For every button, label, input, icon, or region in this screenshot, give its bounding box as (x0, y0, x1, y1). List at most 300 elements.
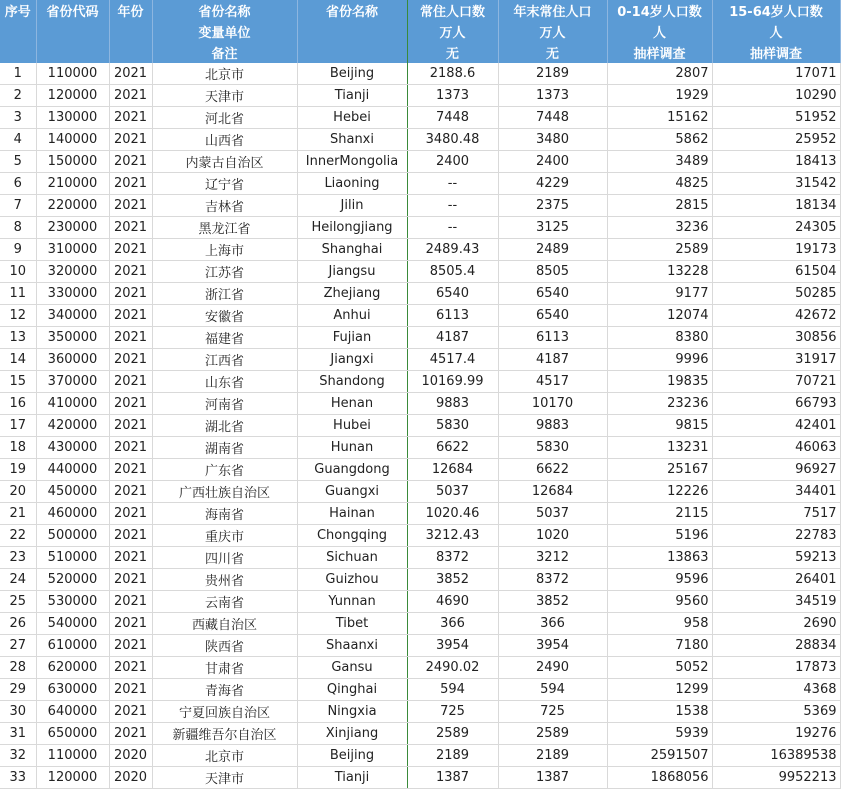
year-cell[interactable]: 2021 (109, 569, 152, 591)
seq-cell[interactable]: 20 (0, 481, 36, 503)
province-name-cell[interactable]: 辽宁省 (152, 173, 297, 195)
seq-cell[interactable]: 27 (0, 635, 36, 657)
province-name-en-cell[interactable]: Shanxi (297, 129, 407, 151)
province-name-en-cell[interactable]: Shaanxi (297, 635, 407, 657)
yearend-pop-cell[interactable]: 2490 (498, 657, 607, 679)
age15-64-cell[interactable]: 16389538 (712, 745, 840, 767)
province-code-cell[interactable]: 110000 (36, 63, 109, 85)
province-name-cell[interactable]: 湖北省 (152, 415, 297, 437)
header-cell-col-seq[interactable]: 序号 (0, 0, 36, 21)
table-row[interactable] (0, 437, 840, 459)
province-code-cell[interactable]: 110000 (36, 745, 109, 767)
yearend-pop-cell[interactable]: 5830 (498, 437, 607, 459)
table-row[interactable] (0, 657, 840, 679)
header-cell-col-yearend-pop[interactable]: 万人 (498, 21, 607, 42)
age0-14-cell[interactable]: 5052 (607, 657, 712, 679)
province-name-en-cell[interactable]: Anhui (297, 305, 407, 327)
table-row[interactable] (0, 459, 840, 481)
province-code-cell[interactable]: 120000 (36, 767, 109, 789)
province-code-cell[interactable]: 340000 (36, 305, 109, 327)
age15-64-cell[interactable]: 61504 (712, 261, 840, 283)
year-cell[interactable]: 2021 (109, 613, 152, 635)
resident-pop-cell[interactable]: 4517.4 (407, 349, 498, 371)
yearend-pop-cell[interactable]: 2589 (498, 723, 607, 745)
resident-pop-cell[interactable]: 8505.4 (407, 261, 498, 283)
header-cell-col-province-name[interactable]: 省份名称 (152, 0, 297, 21)
age0-14-cell[interactable]: 9996 (607, 349, 712, 371)
age15-64-cell[interactable]: 19173 (712, 239, 840, 261)
year-cell[interactable]: 2021 (109, 393, 152, 415)
seq-cell[interactable]: 19 (0, 459, 36, 481)
year-cell[interactable]: 2021 (109, 305, 152, 327)
yearend-pop-cell[interactable]: 3212 (498, 547, 607, 569)
resident-pop-cell[interactable]: 725 (407, 701, 498, 723)
province-name-cell[interactable]: 河南省 (152, 393, 297, 415)
resident-pop-cell[interactable]: 6622 (407, 437, 498, 459)
province-name-cell[interactable]: 天津市 (152, 767, 297, 789)
age15-64-cell[interactable]: 31542 (712, 173, 840, 195)
header-cell-col-age0-14[interactable]: 人 (607, 21, 712, 42)
province-code-cell[interactable]: 430000 (36, 437, 109, 459)
province-name-cell[interactable]: 青海省 (152, 679, 297, 701)
resident-pop-cell[interactable]: 3480.48 (407, 129, 498, 151)
age15-64-cell[interactable]: 9952213 (712, 767, 840, 789)
province-name-en-cell[interactable]: Guizhou (297, 569, 407, 591)
province-name-en-cell[interactable]: Fujian (297, 327, 407, 349)
resident-pop-cell[interactable]: 366 (407, 613, 498, 635)
province-name-en-cell[interactable]: Beijing (297, 745, 407, 767)
province-name-cell[interactable]: 陕西省 (152, 635, 297, 657)
age0-14-cell[interactable]: 958 (607, 613, 712, 635)
yearend-pop-cell[interactable]: 2489 (498, 239, 607, 261)
yearend-pop-cell[interactable]: 10170 (498, 393, 607, 415)
header-cell-col-province-name[interactable]: 变量单位 (152, 21, 297, 42)
age0-14-cell[interactable]: 1538 (607, 701, 712, 723)
yearend-pop-cell[interactable]: 4229 (498, 173, 607, 195)
province-name-cell[interactable]: 天津市 (152, 85, 297, 107)
province-name-en-cell[interactable]: Guangdong (297, 459, 407, 481)
province-name-cell[interactable]: 西藏自治区 (152, 613, 297, 635)
province-name-en-cell[interactable]: Tianji (297, 767, 407, 789)
table-row[interactable] (0, 283, 840, 305)
age0-14-cell[interactable]: 1868056 (607, 767, 712, 789)
yearend-pop-cell[interactable]: 594 (498, 679, 607, 701)
table-row[interactable] (0, 679, 840, 701)
header-cell-col-province-name-en[interactable] (297, 21, 407, 42)
yearend-pop-cell[interactable]: 2400 (498, 151, 607, 173)
province-code-cell[interactable]: 620000 (36, 657, 109, 679)
seq-cell[interactable]: 22 (0, 525, 36, 547)
yearend-pop-cell[interactable]: 2189 (498, 63, 607, 85)
year-cell[interactable]: 2021 (109, 371, 152, 393)
yearend-pop-cell[interactable]: 8372 (498, 569, 607, 591)
year-cell[interactable]: 2021 (109, 415, 152, 437)
province-name-en-cell[interactable]: Qinghai (297, 679, 407, 701)
province-code-cell[interactable]: 220000 (36, 195, 109, 217)
province-code-cell[interactable]: 650000 (36, 723, 109, 745)
seq-cell[interactable]: 32 (0, 745, 36, 767)
age15-64-cell[interactable]: 19276 (712, 723, 840, 745)
year-cell[interactable]: 2021 (109, 503, 152, 525)
province-name-cell[interactable]: 山东省 (152, 371, 297, 393)
resident-pop-cell[interactable]: -- (407, 217, 498, 239)
age0-14-cell[interactable]: 1299 (607, 679, 712, 701)
table-row[interactable] (0, 635, 840, 657)
province-name-cell[interactable]: 贵州省 (152, 569, 297, 591)
seq-cell[interactable]: 31 (0, 723, 36, 745)
age15-64-cell[interactable]: 17873 (712, 657, 840, 679)
resident-pop-cell[interactable]: 2489.43 (407, 239, 498, 261)
seq-cell[interactable]: 11 (0, 283, 36, 305)
age0-14-cell[interactable]: 5939 (607, 723, 712, 745)
age0-14-cell[interactable]: 13231 (607, 437, 712, 459)
age0-14-cell[interactable]: 12226 (607, 481, 712, 503)
province-name-cell[interactable]: 吉林省 (152, 195, 297, 217)
seq-cell[interactable]: 25 (0, 591, 36, 613)
age15-64-cell[interactable]: 42672 (712, 305, 840, 327)
resident-pop-cell[interactable]: 2490.02 (407, 657, 498, 679)
age15-64-cell[interactable]: 50285 (712, 283, 840, 305)
province-code-cell[interactable]: 360000 (36, 349, 109, 371)
table-row[interactable] (0, 85, 840, 107)
year-cell[interactable]: 2021 (109, 349, 152, 371)
age0-14-cell[interactable]: 9596 (607, 569, 712, 591)
seq-cell[interactable]: 26 (0, 613, 36, 635)
province-code-cell[interactable]: 140000 (36, 129, 109, 151)
age0-14-cell[interactable]: 9177 (607, 283, 712, 305)
year-cell[interactable]: 2021 (109, 525, 152, 547)
year-cell[interactable]: 2021 (109, 107, 152, 129)
province-name-en-cell[interactable]: Xinjiang (297, 723, 407, 745)
province-name-en-cell[interactable]: Liaoning (297, 173, 407, 195)
table-row[interactable] (0, 327, 840, 349)
resident-pop-cell[interactable]: 1373 (407, 85, 498, 107)
age0-14-cell[interactable]: 23236 (607, 393, 712, 415)
table-row[interactable] (0, 569, 840, 591)
header-cell-col-age15-64[interactable]: 人 (712, 21, 840, 42)
header-cell-col-age15-64[interactable]: 15-64岁人口数 (712, 0, 840, 21)
province-name-en-cell[interactable]: Ningxia (297, 701, 407, 723)
province-name-en-cell[interactable]: Hainan (297, 503, 407, 525)
year-cell[interactable]: 2021 (109, 657, 152, 679)
province-name-en-cell[interactable]: Yunnan (297, 591, 407, 613)
table-row[interactable] (0, 503, 840, 525)
table-row[interactable] (0, 349, 840, 371)
province-name-cell[interactable]: 广西壮族自治区 (152, 481, 297, 503)
table-row[interactable] (0, 371, 840, 393)
yearend-pop-cell[interactable]: 2375 (498, 195, 607, 217)
seq-cell[interactable]: 24 (0, 569, 36, 591)
yearend-pop-cell[interactable]: 2189 (498, 745, 607, 767)
table-row[interactable] (0, 525, 840, 547)
province-name-cell[interactable]: 内蒙古自治区 (152, 151, 297, 173)
resident-pop-cell[interactable]: 6540 (407, 283, 498, 305)
age15-64-cell[interactable]: 7517 (712, 503, 840, 525)
age0-14-cell[interactable]: 12074 (607, 305, 712, 327)
province-name-cell[interactable]: 甘肃省 (152, 657, 297, 679)
resident-pop-cell[interactable]: 3954 (407, 635, 498, 657)
province-name-cell[interactable]: 重庆市 (152, 525, 297, 547)
year-cell[interactable]: 2021 (109, 195, 152, 217)
resident-pop-cell[interactable]: 594 (407, 679, 498, 701)
age0-14-cell[interactable]: 5862 (607, 129, 712, 151)
seq-cell[interactable]: 12 (0, 305, 36, 327)
header-cell-col-resident-pop[interactable]: 万人 (407, 21, 498, 42)
age0-14-cell[interactable]: 2589 (607, 239, 712, 261)
year-cell[interactable]: 2021 (109, 85, 152, 107)
header-cell-col-seq[interactable] (0, 42, 36, 63)
age15-64-cell[interactable]: 28834 (712, 635, 840, 657)
province-code-cell[interactable]: 320000 (36, 261, 109, 283)
province-code-cell[interactable]: 610000 (36, 635, 109, 657)
province-code-cell[interactable]: 230000 (36, 217, 109, 239)
table-row[interactable] (0, 701, 840, 723)
table-row[interactable] (0, 745, 840, 767)
year-cell[interactable]: 2021 (109, 481, 152, 503)
table-row[interactable] (0, 547, 840, 569)
province-code-cell[interactable]: 420000 (36, 415, 109, 437)
year-cell[interactable]: 2021 (109, 129, 152, 151)
province-name-cell[interactable]: 广东省 (152, 459, 297, 481)
age15-64-cell[interactable]: 66793 (712, 393, 840, 415)
age15-64-cell[interactable]: 96927 (712, 459, 840, 481)
seq-cell[interactable]: 28 (0, 657, 36, 679)
table-row[interactable] (0, 305, 840, 327)
age0-14-cell[interactable]: 3236 (607, 217, 712, 239)
province-name-en-cell[interactable]: Gansu (297, 657, 407, 679)
age0-14-cell[interactable]: 9815 (607, 415, 712, 437)
year-cell[interactable]: 2021 (109, 459, 152, 481)
age0-14-cell[interactable]: 7180 (607, 635, 712, 657)
age15-64-cell[interactable]: 22783 (712, 525, 840, 547)
seq-cell[interactable]: 15 (0, 371, 36, 393)
province-name-cell[interactable]: 江西省 (152, 349, 297, 371)
seq-cell[interactable]: 5 (0, 151, 36, 173)
age15-64-cell[interactable]: 4368 (712, 679, 840, 701)
table-row[interactable] (0, 591, 840, 613)
table-row[interactable] (0, 173, 840, 195)
year-cell[interactable]: 2021 (109, 723, 152, 745)
resident-pop-cell[interactable]: 4187 (407, 327, 498, 349)
seq-cell[interactable]: 1 (0, 63, 36, 85)
province-name-cell[interactable]: 河北省 (152, 107, 297, 129)
yearend-pop-cell[interactable]: 3852 (498, 591, 607, 613)
province-name-cell[interactable]: 湖南省 (152, 437, 297, 459)
age15-64-cell[interactable]: 42401 (712, 415, 840, 437)
header-cell-col-province-name-en[interactable]: 省份名称 (297, 0, 407, 21)
header-cell-col-province-code[interactable] (36, 42, 109, 63)
province-code-cell[interactable]: 370000 (36, 371, 109, 393)
seq-cell[interactable]: 16 (0, 393, 36, 415)
age15-64-cell[interactable]: 34401 (712, 481, 840, 503)
province-name-en-cell[interactable]: Shanghai (297, 239, 407, 261)
province-code-cell[interactable]: 450000 (36, 481, 109, 503)
yearend-pop-cell[interactable]: 6113 (498, 327, 607, 349)
header-cell-col-yearend-pop[interactable]: 年末常住人口 (498, 0, 607, 21)
province-code-cell[interactable]: 120000 (36, 85, 109, 107)
table-row[interactable] (0, 195, 840, 217)
seq-cell[interactable]: 17 (0, 415, 36, 437)
header-cell-col-seq[interactable] (0, 21, 36, 42)
resident-pop-cell[interactable]: 2589 (407, 723, 498, 745)
yearend-pop-cell[interactable]: 1373 (498, 85, 607, 107)
table-row[interactable] (0, 151, 840, 173)
yearend-pop-cell[interactable]: 3480 (498, 129, 607, 151)
age0-14-cell[interactable]: 1929 (607, 85, 712, 107)
province-name-cell[interactable]: 山西省 (152, 129, 297, 151)
table-row[interactable] (0, 393, 840, 415)
resident-pop-cell[interactable]: 3212.43 (407, 525, 498, 547)
age0-14-cell[interactable]: 2591507 (607, 745, 712, 767)
seq-cell[interactable]: 21 (0, 503, 36, 525)
province-name-cell[interactable]: 新疆维吾尔自治区 (152, 723, 297, 745)
age0-14-cell[interactable]: 13863 (607, 547, 712, 569)
province-name-cell[interactable]: 黑龙江省 (152, 217, 297, 239)
seq-cell[interactable]: 13 (0, 327, 36, 349)
province-name-cell[interactable]: 宁夏回族自治区 (152, 701, 297, 723)
header-cell-col-age0-14[interactable]: 0-14岁人口数 (607, 0, 712, 21)
province-name-cell[interactable]: 海南省 (152, 503, 297, 525)
resident-pop-cell[interactable]: 2188.6 (407, 63, 498, 85)
age15-64-cell[interactable]: 25952 (712, 129, 840, 151)
year-cell[interactable]: 2021 (109, 591, 152, 613)
age15-64-cell[interactable]: 31917 (712, 349, 840, 371)
age15-64-cell[interactable]: 34519 (712, 591, 840, 613)
yearend-pop-cell[interactable]: 8505 (498, 261, 607, 283)
age0-14-cell[interactable]: 2115 (607, 503, 712, 525)
province-name-en-cell[interactable]: Chongqing (297, 525, 407, 547)
table-row[interactable] (0, 415, 840, 437)
seq-cell[interactable]: 2 (0, 85, 36, 107)
table-row[interactable] (0, 261, 840, 283)
seq-cell[interactable]: 10 (0, 261, 36, 283)
province-name-cell[interactable]: 上海市 (152, 239, 297, 261)
age15-64-cell[interactable]: 59213 (712, 547, 840, 569)
header-cell-col-province-code[interactable] (36, 21, 109, 42)
province-code-cell[interactable]: 540000 (36, 613, 109, 635)
province-name-en-cell[interactable]: InnerMongolia (297, 151, 407, 173)
age15-64-cell[interactable]: 5369 (712, 701, 840, 723)
province-name-en-cell[interactable]: Hubei (297, 415, 407, 437)
age15-64-cell[interactable]: 10290 (712, 85, 840, 107)
province-code-cell[interactable]: 630000 (36, 679, 109, 701)
seq-cell[interactable]: 30 (0, 701, 36, 723)
yearend-pop-cell[interactable]: 366 (498, 613, 607, 635)
province-name-cell[interactable]: 江苏省 (152, 261, 297, 283)
yearend-pop-cell[interactable]: 6540 (498, 305, 607, 327)
header-cell-col-age15-64[interactable]: 抽样调查 (712, 42, 840, 63)
province-name-en-cell[interactable]: Tibet (297, 613, 407, 635)
table-row[interactable] (0, 239, 840, 261)
header-cell-col-year[interactable] (109, 42, 152, 63)
province-name-en-cell[interactable]: Guangxi (297, 481, 407, 503)
yearend-pop-cell[interactable]: 725 (498, 701, 607, 723)
province-name-en-cell[interactable]: Jiangsu (297, 261, 407, 283)
table-row[interactable] (0, 723, 840, 745)
yearend-pop-cell[interactable]: 12684 (498, 481, 607, 503)
resident-pop-cell[interactable]: 12684 (407, 459, 498, 481)
age0-14-cell[interactable]: 25167 (607, 459, 712, 481)
seq-cell[interactable]: 29 (0, 679, 36, 701)
header-cell-col-province-code[interactable]: 省份代码 (36, 0, 109, 21)
age0-14-cell[interactable]: 19835 (607, 371, 712, 393)
seq-cell[interactable]: 33 (0, 767, 36, 789)
age0-14-cell[interactable]: 8380 (607, 327, 712, 349)
province-code-cell[interactable]: 460000 (36, 503, 109, 525)
province-name-en-cell[interactable]: Hebei (297, 107, 407, 129)
province-code-cell[interactable]: 500000 (36, 525, 109, 547)
year-cell[interactable]: 2021 (109, 701, 152, 723)
table-row[interactable] (0, 613, 840, 635)
province-name-en-cell[interactable]: Hunan (297, 437, 407, 459)
resident-pop-cell[interactable]: 5037 (407, 481, 498, 503)
seq-cell[interactable]: 8 (0, 217, 36, 239)
age0-14-cell[interactable]: 9560 (607, 591, 712, 613)
year-cell[interactable]: 2021 (109, 547, 152, 569)
year-cell[interactable]: 2021 (109, 239, 152, 261)
age15-64-cell[interactable]: 2690 (712, 613, 840, 635)
province-name-en-cell[interactable]: Heilongjiang (297, 217, 407, 239)
year-cell[interactable]: 2020 (109, 767, 152, 789)
province-code-cell[interactable]: 150000 (36, 151, 109, 173)
province-name-cell[interactable]: 北京市 (152, 745, 297, 767)
age0-14-cell[interactable]: 5196 (607, 525, 712, 547)
age15-64-cell[interactable]: 18413 (712, 151, 840, 173)
header-cell-col-year[interactable]: 年份 (109, 0, 152, 21)
resident-pop-cell[interactable]: 9883 (407, 393, 498, 415)
table-row[interactable] (0, 481, 840, 503)
province-name-en-cell[interactable]: Beijing (297, 63, 407, 85)
yearend-pop-cell[interactable]: 4517 (498, 371, 607, 393)
age15-64-cell[interactable]: 46063 (712, 437, 840, 459)
province-name-cell[interactable]: 云南省 (152, 591, 297, 613)
header-cell-col-resident-pop[interactable]: 无 (407, 42, 498, 63)
province-code-cell[interactable]: 210000 (36, 173, 109, 195)
header-cell-col-yearend-pop[interactable]: 无 (498, 42, 607, 63)
age15-64-cell[interactable]: 24305 (712, 217, 840, 239)
province-code-cell[interactable]: 350000 (36, 327, 109, 349)
header-cell-col-year[interactable] (109, 21, 152, 42)
province-code-cell[interactable]: 440000 (36, 459, 109, 481)
province-name-en-cell[interactable]: Shandong (297, 371, 407, 393)
year-cell[interactable]: 2021 (109, 63, 152, 85)
age15-64-cell[interactable]: 18134 (712, 195, 840, 217)
resident-pop-cell[interactable]: 7448 (407, 107, 498, 129)
table-row[interactable] (0, 129, 840, 151)
resident-pop-cell[interactable]: -- (407, 195, 498, 217)
resident-pop-cell[interactable]: 2400 (407, 151, 498, 173)
year-cell[interactable]: 2021 (109, 635, 152, 657)
yearend-pop-cell[interactable]: 5037 (498, 503, 607, 525)
province-code-cell[interactable]: 310000 (36, 239, 109, 261)
year-cell[interactable]: 2021 (109, 283, 152, 305)
province-code-cell[interactable]: 410000 (36, 393, 109, 415)
province-name-cell[interactable]: 安徽省 (152, 305, 297, 327)
yearend-pop-cell[interactable]: 1387 (498, 767, 607, 789)
table-row[interactable] (0, 217, 840, 239)
year-cell[interactable]: 2021 (109, 327, 152, 349)
table-row[interactable] (0, 63, 840, 85)
age0-14-cell[interactable]: 2815 (607, 195, 712, 217)
province-name-en-cell[interactable]: Tianji (297, 85, 407, 107)
header-cell-col-province-name-en[interactable] (297, 42, 407, 63)
province-code-cell[interactable]: 520000 (36, 569, 109, 591)
yearend-pop-cell[interactable]: 7448 (498, 107, 607, 129)
age0-14-cell[interactable]: 15162 (607, 107, 712, 129)
yearend-pop-cell[interactable]: 4187 (498, 349, 607, 371)
resident-pop-cell[interactable]: 6113 (407, 305, 498, 327)
resident-pop-cell[interactable]: -- (407, 173, 498, 195)
